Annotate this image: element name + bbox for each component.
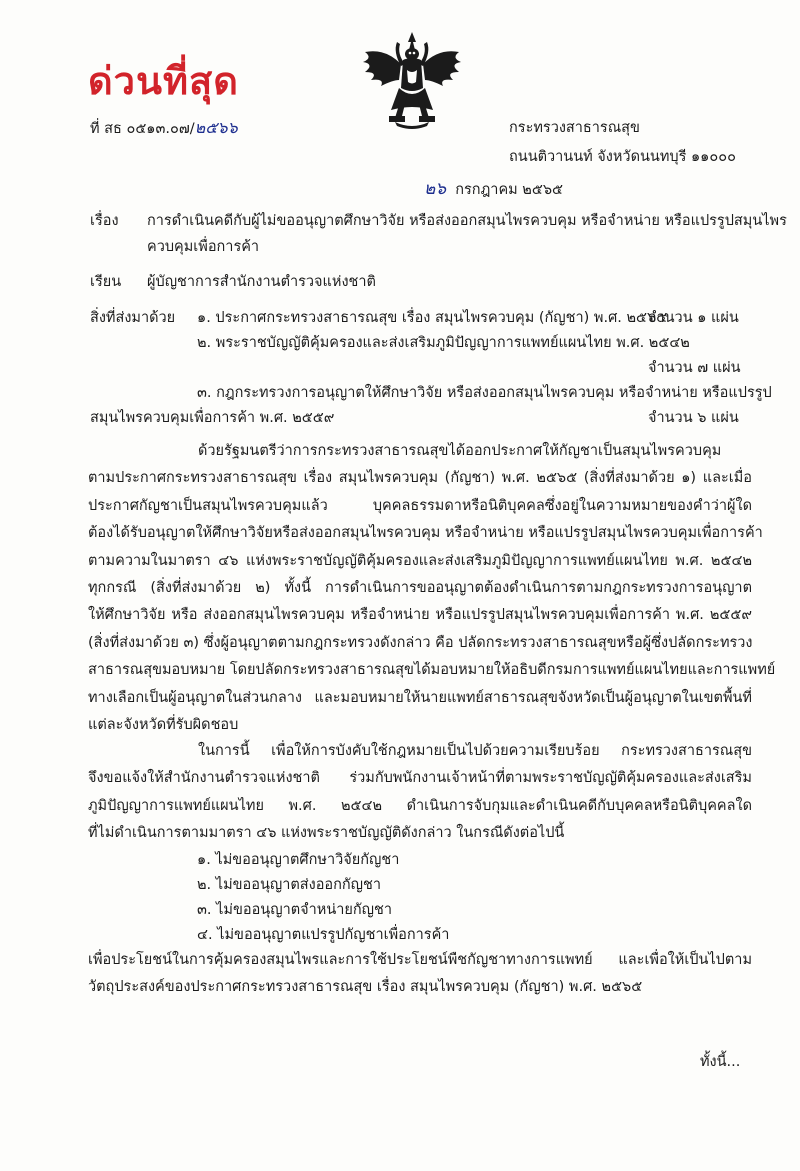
organization-name: กระทรวงสาธารณสุข [509, 120, 640, 136]
enclosure-item-3-line-1: ๓. กฎกระทรวงการอนุญาตให้ศึกษาวิจัย หรือส่งออกสมุนไพรควบคุม หรือจำหน่าย หรือแปรรูป [197, 385, 772, 401]
case-item-1: ๑. ไม่ขออนุญาตศึกษาวิจัยกัญชา [197, 852, 400, 868]
paragraph-line: ทางเลือกเป็นผู้อนุญาตในส่วนกลาง และมอบหมายให้นายแพทย์สาธารณสุขจังหวัดเป็นผู้อนุญาตในเขตพื้นที่ [88, 689, 752, 706]
paragraph-line: ภูมิปัญญาการแพทย์แผนไทย พ.ศ. ๒๕๔๒ ดำเนินการจับกุมและดำเนินคดีกับบุคคลหรือนิติบุคคลใด [88, 797, 752, 814]
enclosure-item-2-count: จำนวน ๗ แผ่น [648, 360, 741, 376]
urgency-stamp: ด่วนที่สุด [88, 58, 239, 103]
paragraph-line: ต้องได้รับอนุญาตให้ศึกษาวิจัยหรือส่งออกสมุนไพรควบคุม หรือจำหน่าย หรือแปรรูปสมุนไพรควบคุมเพื่อการค้า [88, 525, 763, 542]
date-day-handwritten: ๒๖ [424, 179, 446, 199]
document-number [90, 116, 238, 141]
body-paragraph-3 [88, 947, 752, 1002]
subject-line-2: ควบคุมเพื่อการค้า [147, 239, 260, 255]
subject-label: เรื่อง [90, 213, 119, 229]
document-number-prefix: ที่ สธ ๐๕๑๓.๐๗/ [90, 121, 195, 137]
document-number-handwritten: ๒๕๖๖ [194, 118, 238, 137]
paragraph-line: ให้ศึกษาวิจัย หรือ ส่งออกสมุนไพรควบคุม หรือจำหน่าย หรือแปรรูปสมุนไพรควบคุมเพื่อการค้า พ.ศ. ๒๕๕๙ [88, 607, 752, 624]
paragraph-line: (สิ่งที่ส่งมาด้วย ๓) ซึ่งผู้อนุญาตตามกฎกระทรวงดังกล่าว คือ ปลัดกระทรวงสาธารณสุขหรือผู้ซึ่งปลัดกระทรวง [88, 634, 753, 651]
enclosure-item-1-count: จำนวน ๑ แผ่น [648, 310, 739, 326]
body-paragraph-2 [88, 738, 752, 848]
enclosures-label: สิ่งที่ส่งมาด้วย [90, 310, 176, 326]
paragraph-line: ที่ไม่ดำเนินการตามมาตรา ๔๖ แห่งพระราชบัญญัติดังกล่าว ในกรณีดังต่อไปนี้ [88, 825, 565, 842]
paragraph-line: ตามประกาศกระทรวงสาธารณสุข เรื่อง สมุนไพรควบคุม (กัญชา) พ.ศ. ๒๕๖๕ (สิ่งที่ส่งมาด้วย ๑) และเมื่อ [88, 470, 752, 487]
case-item-3: ๓. ไม่ขออนุญาตจำหน่ายกัญชา [197, 902, 392, 918]
enclosure-item-1: ๑. ประกาศกระทรวงสาธารณสุข เรื่อง สมุนไพรควบคุม (กัญชา) พ.ศ. ๒๕๖๕ [197, 310, 668, 326]
case-item-2: ๒. ไม่ขออนุญาตส่งออกกัญชา [197, 877, 382, 893]
paragraph-line: ในการนี้ เพื่อให้การบังคับใช้กฎหมายเป็นไปด้วยความเรียบร้อย กระทรวงสาธารณสุข [198, 743, 752, 759]
document-date [424, 177, 563, 202]
subject-line-1: การดำเนินคดีกับผู้ไม่ขออนุญาตศึกษาวิจัย หรือส่งออกสมุนไพรควบคุม หรือจำหน่าย หรือแปรรูปสมุนไพร [147, 213, 787, 229]
body-paragraph-1 [88, 438, 776, 739]
paragraph-line: ด้วยรัฐมนตรีว่าการกระทรวงสาธารณสุขได้ออกประกาศให้กัญชาเป็นสมุนไพรควบคุม [198, 443, 722, 459]
paragraph-line: แต่ละจังหวัดที่รับผิดชอบ [88, 716, 239, 733]
case-item-4: ๔. ไม่ขออนุญาตแปรรูปกัญชาเพื่อการค้า [197, 927, 450, 943]
enclosure-item-2: ๒. พระราชบัญญัติคุ้มครองและส่งเสริมภูมิปัญญาการแพทย์แผนไทย พ.ศ. ๒๕๔๒ [197, 335, 690, 351]
enclosure-item-3-count: จำนวน ๖ แผ่น [648, 410, 739, 426]
paragraph-line: ทุกกรณี (สิ่งที่ส่งมาด้วย ๒) ทั้งนี้ การดำเนินการขออนุญาตต้องดำเนินการตามกฎกระทรวงการอนุญาต [88, 579, 752, 596]
paragraph-line: เพื่อประโยชน์ในการคุ้มครองสมุนไพรและการใช้ประโยชน์พืชกัญชาทางการแพทย์ และเพื่อให้เป็นไปตาม [88, 952, 752, 968]
paragraph-line: จึงขอแจ้งให้สำนักงานตำรวจแห่งชาติ ร่วมกับพนักงานเจ้าหน้าที่ตามพระราชบัญญัติคุ้มครองและส่งเสริม [88, 770, 752, 787]
paragraph-line: ตามความในมาตรา ๔๖ แห่งพระราชบัญญัติคุ้มครองและส่งเสริมภูมิปัญญาการแพทย์แผนไทย พ.ศ. ๒๕๔๒ [88, 552, 752, 569]
garuda-emblem-icon [355, 30, 470, 130]
paragraph-line: สาธารณสุขมอบหมาย โดยปลัดกระทรวงสาธารณสุขได้มอบหมายให้อธิบดีกรมการแพทย์แผนไทยและการแพทย์ [88, 662, 776, 679]
date-month-year: กรกฎาคม ๒๕๖๕ [455, 182, 564, 198]
recipient-value: ผู้บัญชาการสำนักงานตำรวจแห่งชาติ [147, 274, 376, 290]
paragraph-line: วัตถุประสงค์ของประกาศกระทรวงสาธารณสุข เรื่อง สมุนไพรควบคุม (กัญชา) พ.ศ. ๒๕๖๕ [88, 979, 643, 996]
recipient-label: เรียน [90, 274, 122, 290]
enclosure-item-3-line-2: สมุนไพรควบคุมเพื่อการค้า พ.ศ. ๒๕๕๙ [90, 410, 335, 426]
organization-address: ถนนติวานนท์ จังหวัดนนทบุรี ๑๑๐๐๐ [509, 149, 736, 165]
page-continuation: ทั้งนี้... [700, 1054, 741, 1070]
paragraph-line: ประกาศกัญชาเป็นสมุนไพรควบคุมแล้ว บุคคลธรรมดาหรือนิติบุคคลซึ่งอยู่ในความหมายของคำว่าผู้ใด [88, 497, 752, 514]
